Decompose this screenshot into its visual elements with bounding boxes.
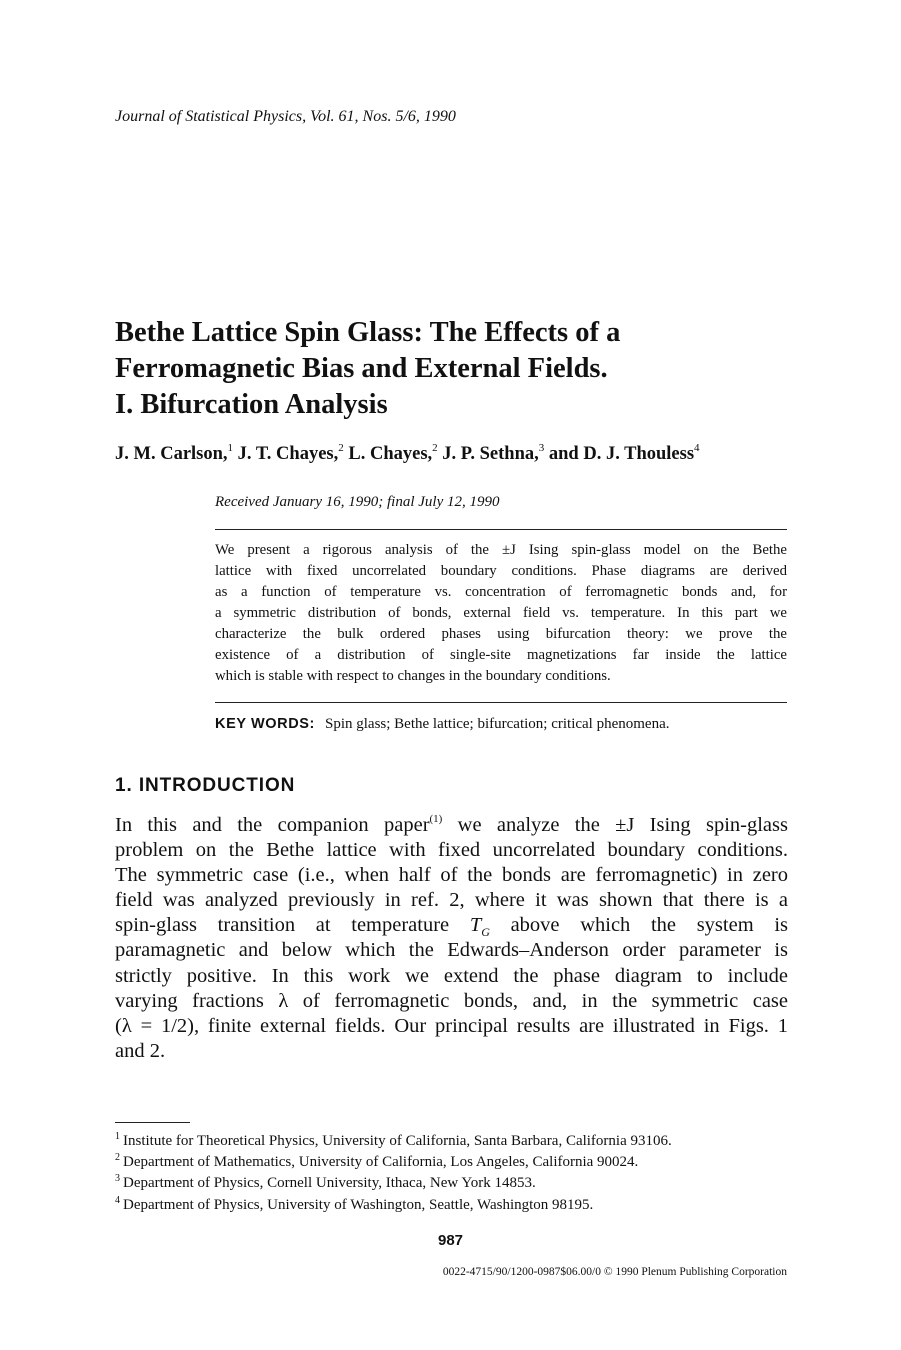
abstract-line: as a function of temperature vs. concentration of ferromagnetic bonds and, for [215,584,787,600]
paragraph-line: problem on the Bethe lattice with fixed uncorrelated boundary conditions. [115,839,788,862]
abstract-top-rule [215,529,787,530]
introduction-paragraph [115,813,788,1064]
author-name: J. T. Chayes, [237,444,339,464]
footnote: $^2$ Department of Mathematics, University of California, Los Angeles, California 90024. [115,1152,639,1171]
title-line: I. Bifurcation Analysis [115,389,388,420]
received-dates: Received January 16, 1990; final July 12, 1990 [215,494,500,510]
citation-mark: (1) [429,813,443,825]
paragraph-line: The symmetric case (i.e., when half of the bonds are ferromagnetic) in zero [115,864,788,887]
journal-citation: Journal of Statistical Physics, Vol. 61, Nos. 5/6, 1990 [115,108,456,125]
title-line: Bethe Lattice Spin Glass: The Effects of a [115,317,621,348]
affiliation-mark: 3 [538,442,545,454]
paragraph-line: strictly positive. In this work we extend the phase diagram to include [115,964,788,987]
footnote-rule [115,1122,190,1123]
author-list [115,444,700,465]
abstract-line: which is stable with respect to changes in the boundary conditions. [215,668,611,684]
key-words [215,716,669,733]
affiliation-mark: 4 [694,442,700,454]
abstract-line: lattice with fixed uncorrelated boundary conditions. Phase diagrams are derived [215,563,787,579]
abstract-bottom-rule [215,702,787,703]
affiliation-mark: 2 [432,442,438,454]
key-words-label: KEY WORDS: [215,716,315,732]
copyright-line: 0022-4715/90/1200-0987$06.00/0 © 1990 Plenum Publishing Corporation [442,1266,787,1278]
title-line: Ferromagnetic Bias and External Fields. [115,353,608,384]
author-name: L. Chayes, [348,444,433,464]
author-name: and D. J. Thouless [548,444,695,464]
math-subscript: G [481,925,490,940]
paragraph-line: In this and the companion paper$^{(1)}$ we analyze the ±J Ising spin-glass [115,813,788,836]
footnote: $^4$ Department of Physics, University of Washington, Seattle, Washington 98195. [115,1194,594,1213]
paragraph-line: paramagnetic and below which the Edwards–Anderson order parameter is [115,939,788,962]
abstract-line: We present a rigorous analysis of the ±J Ising spin-glass model on the Bethe [215,542,787,558]
paragraph-line: (λ = 1/2), finite external fields. Our principal results are illustrated in Figs. 1 [115,1014,788,1037]
key-words-text: Spin glass; Bethe lattice; bifurcation; critical phenomena. [325,716,670,732]
footnotes [115,1131,672,1216]
abstract-line: existence of a distribution of single-site magnetizations far inside the lattice [215,647,787,663]
paper-title [115,315,815,423]
footnote: $^3$ Department of Physics, Cornell University, Ithaca, New York 14853. [115,1173,536,1192]
author-name: J. M. Carlson, [115,444,228,464]
section-heading: 1. INTRODUCTION [115,775,296,796]
math-symbol: T [469,914,482,937]
abstract-line: a symmetric distribution of bonds, external field vs. temperature. In this part we [215,605,787,621]
abstract [215,540,787,687]
author-name: J. P. Sethna, [442,444,539,464]
affiliation-mark: 1 [227,442,234,454]
footnote: $^1$ Institute for Theoretical Physics, University of California, Santa Barbara, California 93106. [115,1131,672,1149]
paragraph-line: spin-glass transition at temperature $T_G$ above which the system is [115,914,788,940]
paragraph-line: and 2. [115,1039,166,1062]
paragraph-line: varying fractions λ of ferromagnetic bonds, and, in the symmetric case [115,989,788,1012]
paragraph-line: field was analyzed previously in ref. 2, where it was shown that there is a [115,889,788,912]
page-number: 987 [437,1232,464,1249]
abstract-line: characterize the bulk ordered phases using bifurcation theory: we prove the [215,626,787,642]
affiliation-mark: 2 [338,442,344,454]
